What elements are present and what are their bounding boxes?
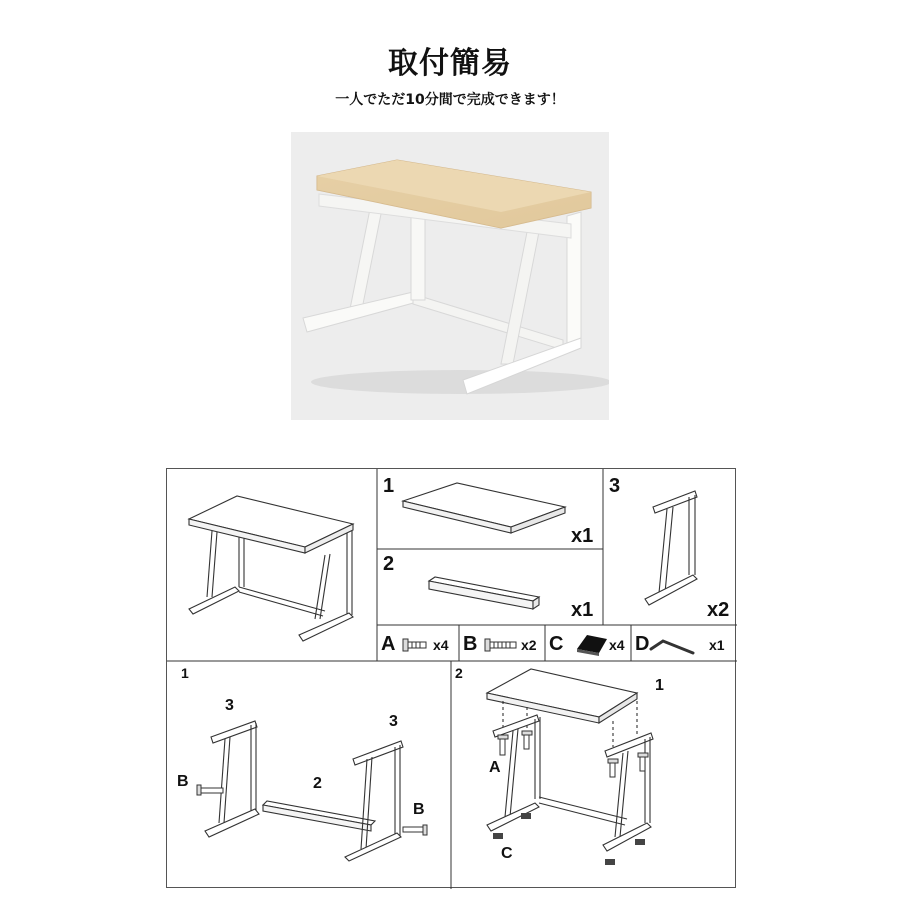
- hardware-c-letter: C: [549, 633, 564, 655]
- product-photo: [291, 132, 609, 420]
- page-subtitle: 一人でただ10分間で完成できます！: [335, 92, 565, 108]
- part-2-number: 2: [383, 553, 395, 575]
- part-bar: [429, 577, 539, 609]
- page-title: 取付簡易: [388, 46, 512, 81]
- part-2-qty: x1: [571, 599, 594, 621]
- step-1-screw-right: B: [413, 801, 425, 818]
- step2-drawing: [487, 669, 653, 851]
- foot-pad-icon: [577, 635, 607, 656]
- hardware-d-qty: x1: [709, 637, 725, 653]
- hex-key-icon: [651, 641, 693, 653]
- step-2-pad: C: [501, 845, 513, 862]
- desk-shelf-illustration: [291, 132, 609, 420]
- hardware-a-qty: x4: [433, 637, 449, 653]
- part-board: [403, 483, 565, 533]
- step-2-board: 1: [655, 677, 664, 694]
- step-1-screw-left: B: [177, 773, 189, 790]
- step-1-bar: 2: [313, 775, 322, 792]
- part-3-qty: x2: [707, 599, 730, 621]
- hardware-b-letter: B: [463, 633, 478, 655]
- step2-screws: [498, 731, 648, 777]
- hardware-d-letter: D: [635, 633, 650, 655]
- step1-drawing: [205, 721, 403, 861]
- assembly-manual: [166, 468, 736, 888]
- part-1-qty: x1: [571, 525, 594, 547]
- step-1-frame-right: 3: [389, 713, 398, 730]
- step-1-frame-left: 3: [225, 697, 234, 714]
- step-1-number: 1: [181, 665, 189, 681]
- hardware-a-letter: A: [381, 633, 396, 655]
- part-3-number: 3: [609, 475, 621, 497]
- hardware-c-qty: x4: [609, 637, 625, 653]
- short-screw-icon: [403, 639, 426, 651]
- step-2-number: 2: [455, 665, 463, 681]
- hardware-b-qty: x2: [521, 637, 537, 653]
- step-2-screw: A: [489, 759, 501, 776]
- part-frame: [645, 491, 697, 605]
- overview-desk: [189, 496, 353, 641]
- part-1-number: 1: [383, 475, 395, 497]
- long-screw-icon: [485, 639, 516, 651]
- manual-drawings: [167, 469, 737, 889]
